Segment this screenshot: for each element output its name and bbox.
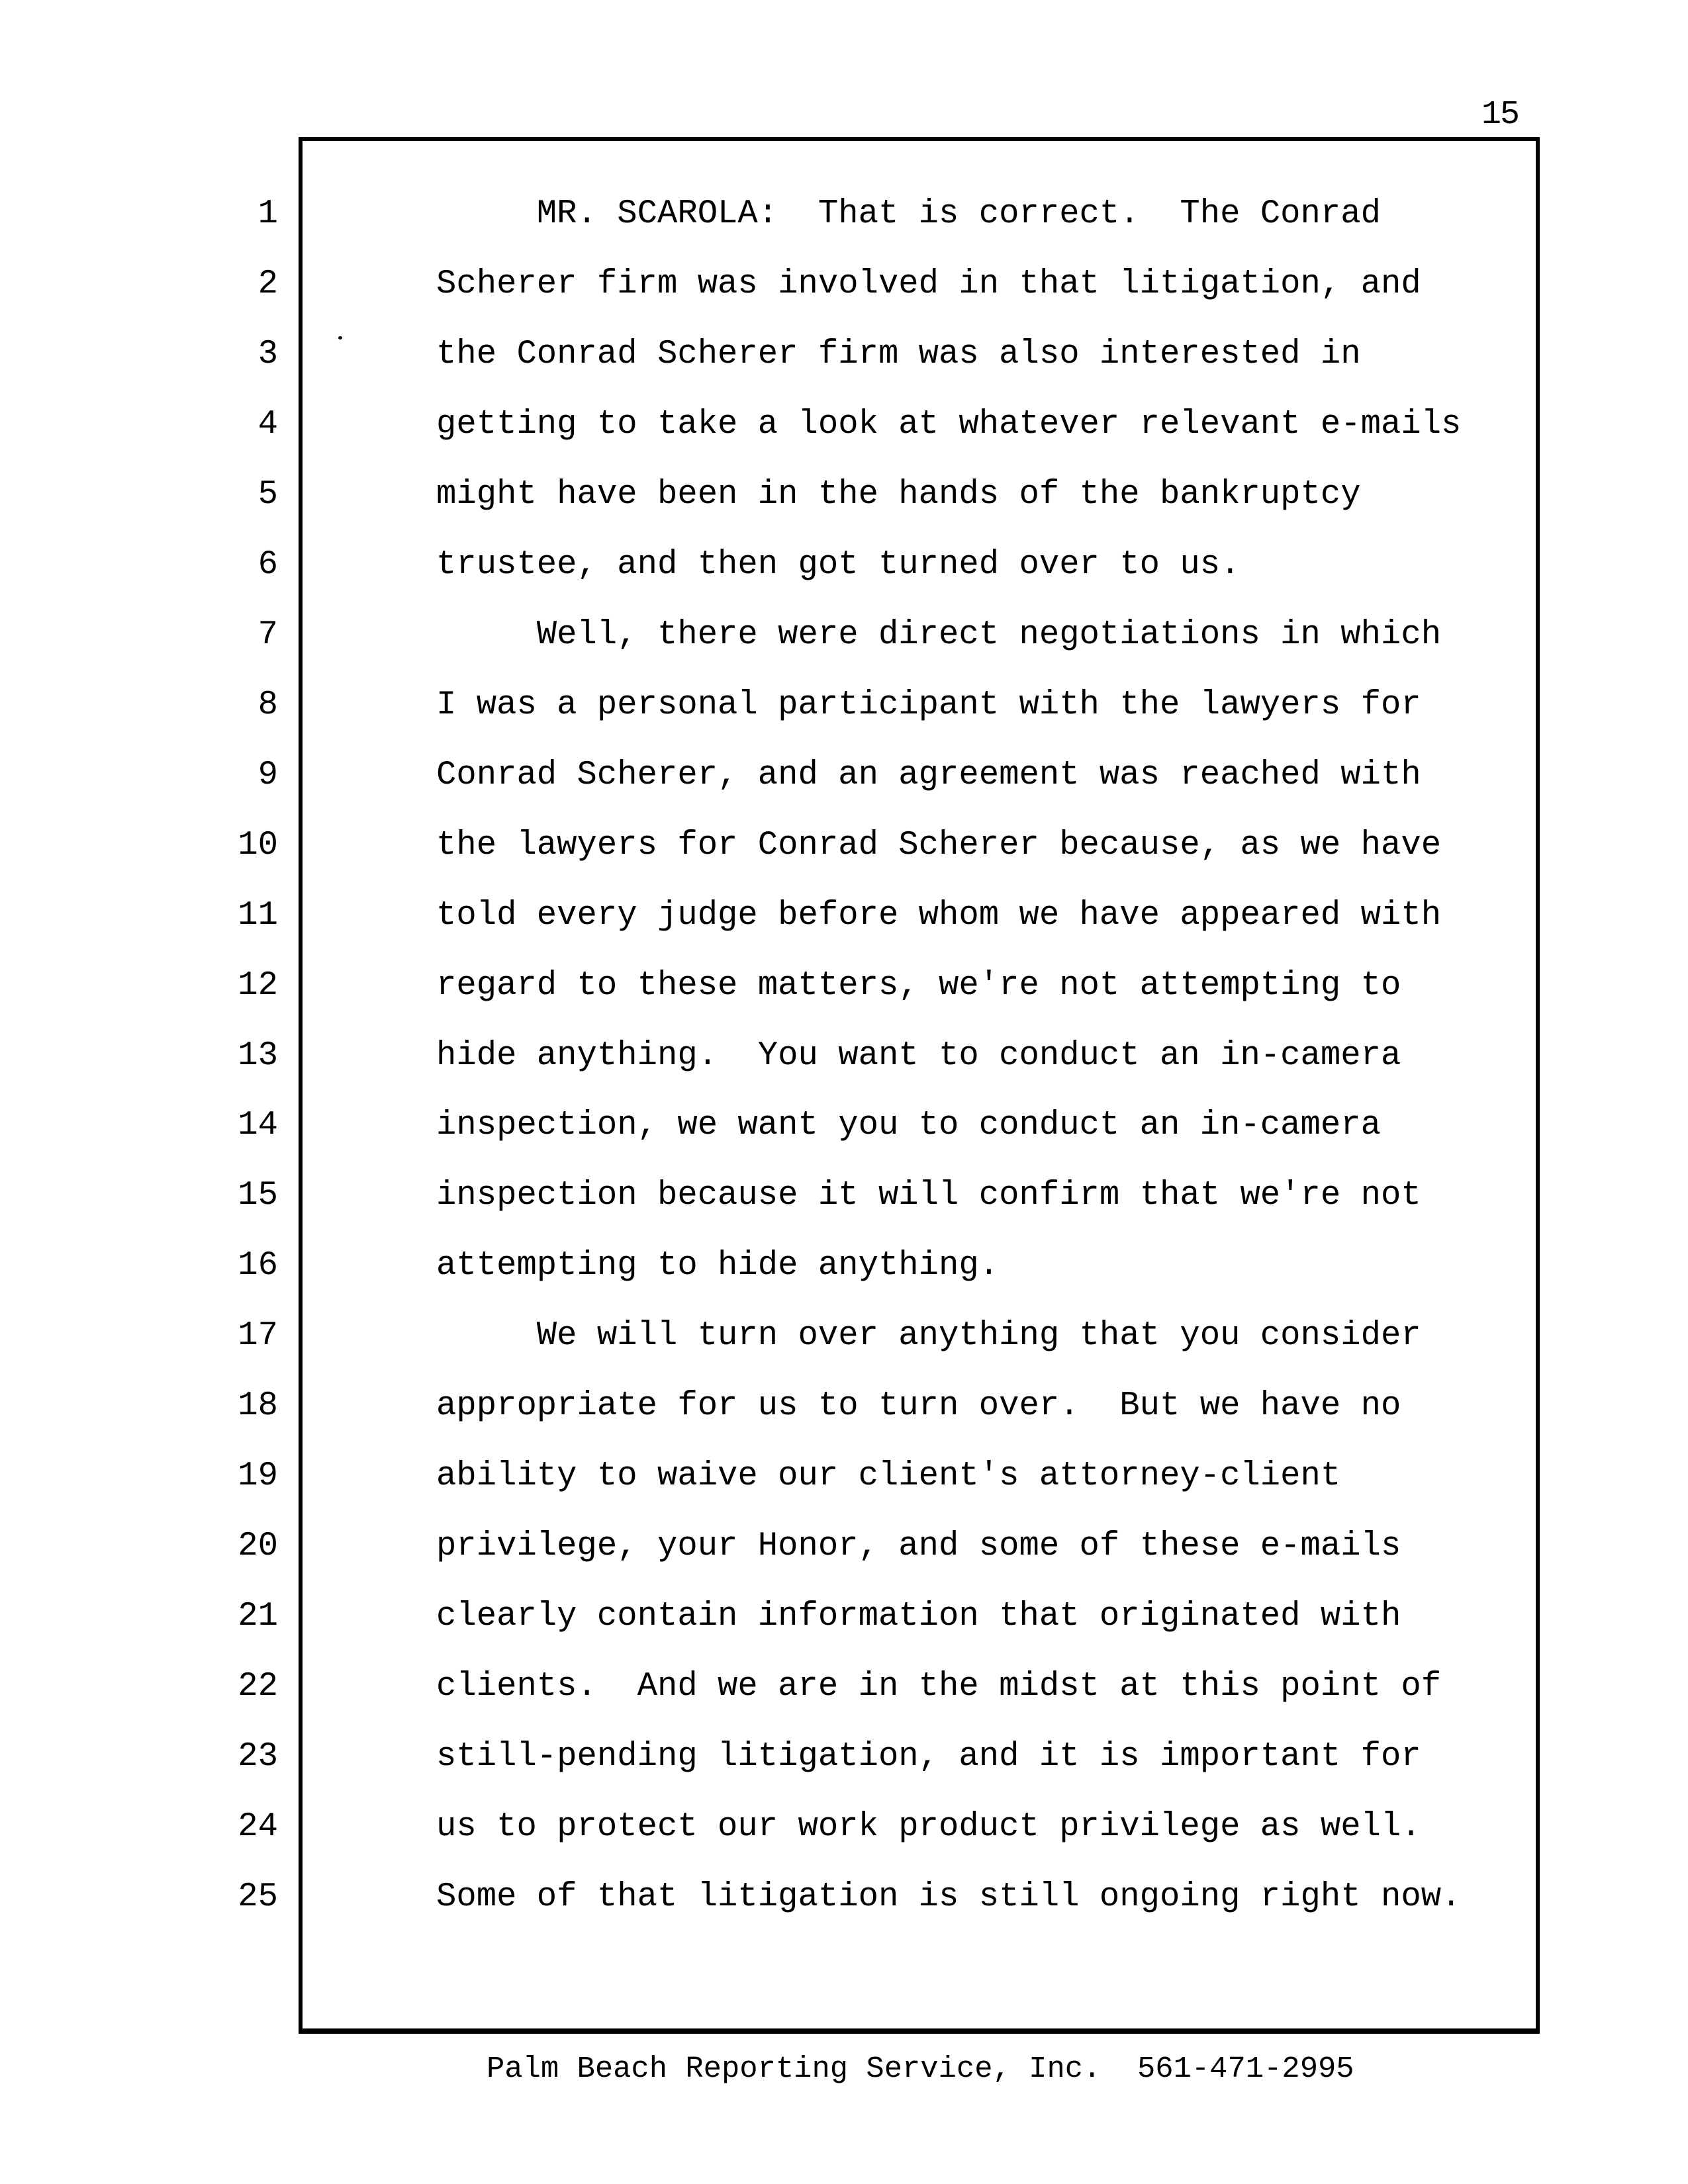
line-text: Well, there were direct negotiations in which [436, 615, 1442, 654]
transcript-line-row [0, 460, 1688, 530]
transcript-line-row [0, 1091, 1688, 1161]
transcript-line-row [0, 1161, 1688, 1231]
transcript-line-row [0, 1582, 1688, 1652]
line-text: appropriate for us to turn over. But we have no [436, 1387, 1401, 1426]
line-number: 7 [258, 615, 278, 654]
transcript-line-row [0, 1371, 1688, 1441]
line-text: inspection because it will confirm that we're not [436, 1177, 1421, 1215]
line-number: 23 [238, 1738, 278, 1776]
line-text: clients. And we are in the midst at this point of [436, 1668, 1442, 1706]
line-number: 2 [258, 265, 278, 303]
line-number: 11 [238, 896, 278, 934]
line-text: still-pending litigation, and it is important for [436, 1738, 1421, 1776]
line-text: Conrad Scherer, and an agreement was reached with [436, 756, 1421, 794]
page-number: 15 [1481, 96, 1519, 134]
line-text: Scherer firm was involved in that litigation, and [436, 265, 1421, 303]
line-number: 20 [238, 1527, 278, 1566]
line-number: 5 [258, 475, 278, 514]
transcript-line-row [0, 1301, 1688, 1371]
transcript-line-row [0, 811, 1688, 881]
transcript-line-row [0, 1512, 1688, 1582]
transcript-line-row [0, 741, 1688, 811]
transcript-line-row [0, 951, 1688, 1021]
line-number: 4 [258, 405, 278, 443]
line-number: 15 [238, 1177, 278, 1215]
line-number: 25 [238, 1878, 278, 1917]
line-text: We will turn over anything that you consider [436, 1317, 1421, 1355]
transcript-line-row [0, 670, 1688, 741]
line-text: clearly contain information that originated with [436, 1598, 1401, 1636]
line-number: 17 [238, 1317, 278, 1355]
line-number: 6 [258, 545, 278, 584]
transcript-line-row [0, 530, 1688, 600]
transcript-line-row [0, 1862, 1688, 1933]
line-text: getting to take a look at whatever relevant e-mails [436, 405, 1462, 443]
line-number: 3 [258, 335, 278, 373]
line-number: 18 [238, 1387, 278, 1426]
line-text: trustee, and then got turned over to us. [436, 545, 1241, 584]
line-text: attempting to hide anything. [436, 1247, 1000, 1285]
line-text: ability to waive our client's attorney-client [436, 1457, 1341, 1496]
line-text: regard to these matters, we're not attempting to [436, 966, 1401, 1005]
transcript-line-row [0, 1441, 1688, 1512]
reporting-service-footer: Palm Beach Reporting Service, Inc. 561-471-2995 [487, 2052, 1354, 2086]
line-number: 9 [258, 756, 278, 794]
line-text: told every judge before whom we have appeared with [436, 896, 1442, 934]
line-text: Some of that litigation is still ongoing right now. [436, 1878, 1462, 1917]
line-text: I was a personal participant with the lawyers for [436, 686, 1421, 724]
line-number: 1 [258, 195, 278, 233]
line-text: the Conrad Scherer firm was also interested in [436, 335, 1361, 373]
transcript-line-row [0, 881, 1688, 951]
line-number: 13 [238, 1036, 278, 1075]
transcript-line-row [0, 1792, 1688, 1862]
line-number: 8 [258, 686, 278, 724]
line-text: hide anything. You want to conduct an in-camera [436, 1036, 1401, 1075]
transcript-line-row [0, 390, 1688, 460]
line-number: 21 [238, 1598, 278, 1636]
line-number: 14 [238, 1107, 278, 1145]
transcript-line-row [0, 179, 1688, 250]
line-number: 10 [238, 826, 278, 864]
transcript-line-row [0, 1722, 1688, 1792]
line-number: 12 [238, 966, 278, 1005]
transcript-line-row [0, 320, 1688, 390]
transcript-line-row [0, 600, 1688, 670]
line-text: the lawyers for Conrad Scherer because, as we have [436, 826, 1442, 864]
line-text: inspection, we want you to conduct an in-camera [436, 1107, 1381, 1145]
line-text: us to protect our work product privilege as well. [436, 1808, 1421, 1846]
line-number: 16 [238, 1247, 278, 1285]
line-number: 19 [238, 1457, 278, 1496]
transcript-line-row [0, 1021, 1688, 1091]
transcript-line-row [0, 250, 1688, 320]
line-text: might have been in the hands of the bankruptcy [436, 475, 1361, 514]
transcript-line-row [0, 1231, 1688, 1301]
line-text: privilege, your Honor, and some of these e-mails [436, 1527, 1401, 1566]
transcript-line-row [0, 1652, 1688, 1722]
line-text: MR. SCAROLA: That is correct. The Conrad [436, 195, 1381, 233]
line-number: 22 [238, 1668, 278, 1706]
line-number: 24 [238, 1808, 278, 1846]
